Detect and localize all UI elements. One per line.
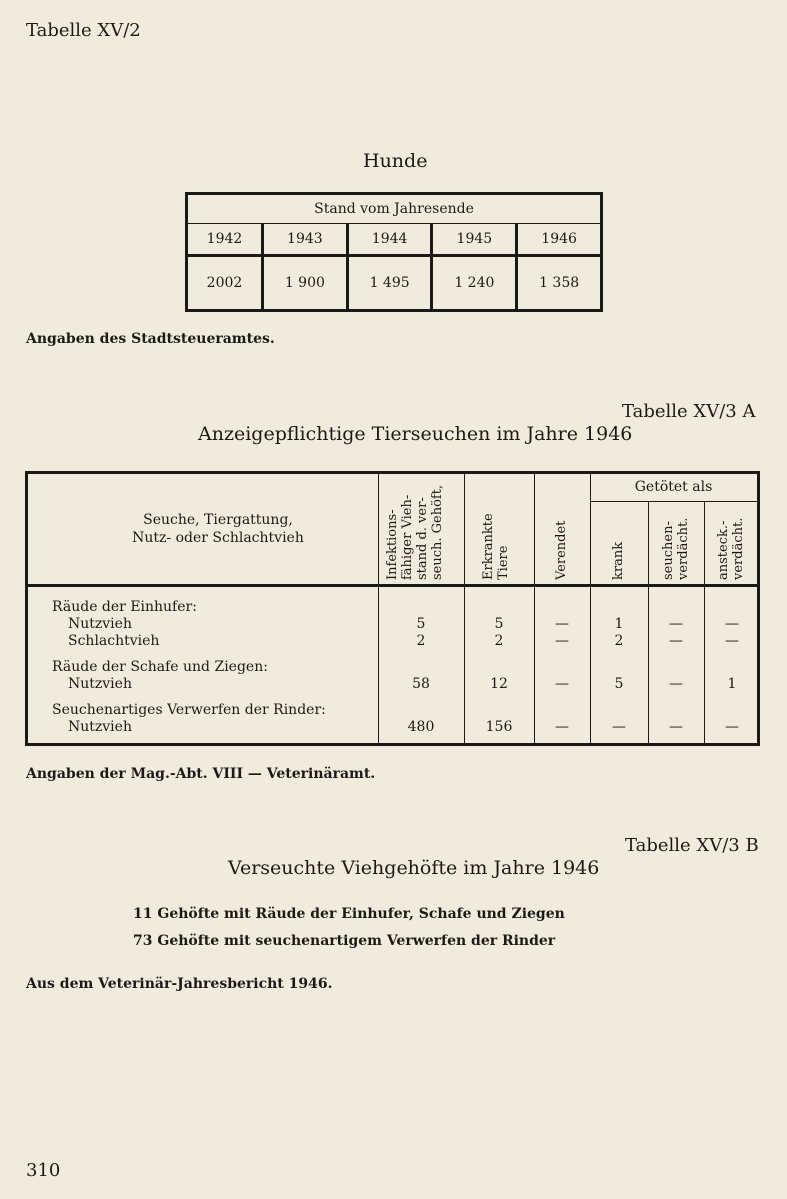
year-cell: 1944 — [347, 224, 432, 256]
value-cell: 1 900 — [262, 256, 347, 311]
cell-krank: 1 — [614, 616, 624, 632]
value-cell: 1 240 — [432, 256, 517, 311]
table-label-xv3a: Tabelle XV/3 A — [622, 401, 756, 422]
cell-verendet: — — [555, 719, 569, 735]
cell-erkrankte: 156 — [485, 719, 513, 735]
hunde-title: Hunde — [363, 150, 428, 172]
group-label: Räude der Schafe und Ziegen: — [52, 659, 268, 675]
year-cell: 1943 — [262, 224, 347, 256]
getoetet-header: Getötet als — [634, 479, 713, 495]
col-infektion: Infektions- fähiger Vieh- stand d. ver- seuch. Gehöft, — [385, 484, 445, 580]
col-verendet: Verendet — [554, 520, 569, 580]
cell-verendet: — — [555, 616, 569, 632]
cell-krank: 5 — [614, 676, 624, 692]
col-seuchen-verdaechtig: seuchen- verdächt. — [661, 517, 691, 580]
cell-ansteck: — — [725, 616, 739, 632]
cell-erkrankte: 2 — [494, 633, 504, 649]
year-cell: 1942 — [187, 224, 263, 256]
value-cell: 2002 — [206, 275, 243, 291]
value-cell: 1 358 — [517, 256, 602, 311]
row-label: Nutzvieh — [68, 616, 132, 632]
year-cell: 1945 — [432, 224, 517, 256]
group-label: Seuchenartiges Verwerfen der Rinder: — [52, 702, 326, 718]
hunde-table — [185, 192, 603, 312]
cell-ansteck: — — [725, 633, 739, 649]
cell-seuchen: — — [669, 719, 683, 735]
cell-ansteck: 1 — [727, 676, 737, 692]
value-cell: 1 495 — [347, 256, 432, 311]
col-ansteck-verdaechtig: ansteck.- verdächt. — [716, 517, 746, 580]
cell-krank: — — [612, 719, 626, 735]
table-label-xv3b: Tabelle XV/3 B — [625, 835, 759, 856]
col-erkrankte: Erkrankte Tiere — [481, 513, 511, 580]
cell-seuchen: — — [669, 633, 683, 649]
cell-infektion: 58 — [412, 676, 430, 692]
viehgehoefte-title: Verseuchte Viehgehöfte im Jahre 1946 — [228, 857, 600, 879]
cell-infektion: 5 — [416, 616, 426, 632]
row-label: Nutzvieh — [68, 719, 132, 735]
cell-infektion: 480 — [407, 719, 435, 735]
gehoefte-line: 73 Gehöfte mit seuchenartigem Verwerfen der Rinder — [133, 933, 556, 949]
cell-krank: 2 — [614, 633, 624, 649]
year-cell: 1946 — [517, 224, 602, 256]
cell-verendet: — — [555, 633, 569, 649]
tierseuchen-title: Anzeigepflichtige Tierseuchen im Jahre 1946 — [198, 423, 633, 445]
cell-ansteck: — — [725, 719, 739, 735]
cell-infektion: 2 — [416, 633, 426, 649]
hunde-source: Angaben des Stadtsteueramtes. — [26, 331, 275, 347]
cell-verendet: — — [555, 676, 569, 692]
col-label-line1: Seuche, Tiergattung, — [143, 512, 293, 528]
cell-erkrankte: 12 — [490, 676, 508, 692]
row-label: Nutzvieh — [68, 676, 132, 692]
tierseuchen-source: Angaben der Mag.-Abt. VIII — Veterinäramt. — [26, 766, 376, 782]
tierseuchen-table — [25, 471, 760, 746]
group-label: Räude der Einhufer: — [52, 599, 197, 615]
row-label: Schlachtvieh — [68, 633, 160, 649]
cell-seuchen: — — [669, 676, 683, 692]
col-label-line2: Nutz- oder Schlachtvieh — [132, 530, 304, 546]
page-number: 310 — [26, 1160, 61, 1181]
gehoefte-line: 11 Gehöfte mit Räude der Einhufer, Schafe und Ziegen — [133, 906, 565, 922]
viehgehoefte-source: Aus dem Veterinär-Jahresbericht 1946. — [26, 976, 333, 992]
col-krank: krank — [611, 541, 626, 580]
cell-seuchen: — — [669, 616, 683, 632]
page-header: Tabelle XV/2 — [26, 20, 141, 41]
stand-header: Stand vom Jahresende — [187, 194, 602, 224]
cell-erkrankte: 5 — [494, 616, 504, 632]
